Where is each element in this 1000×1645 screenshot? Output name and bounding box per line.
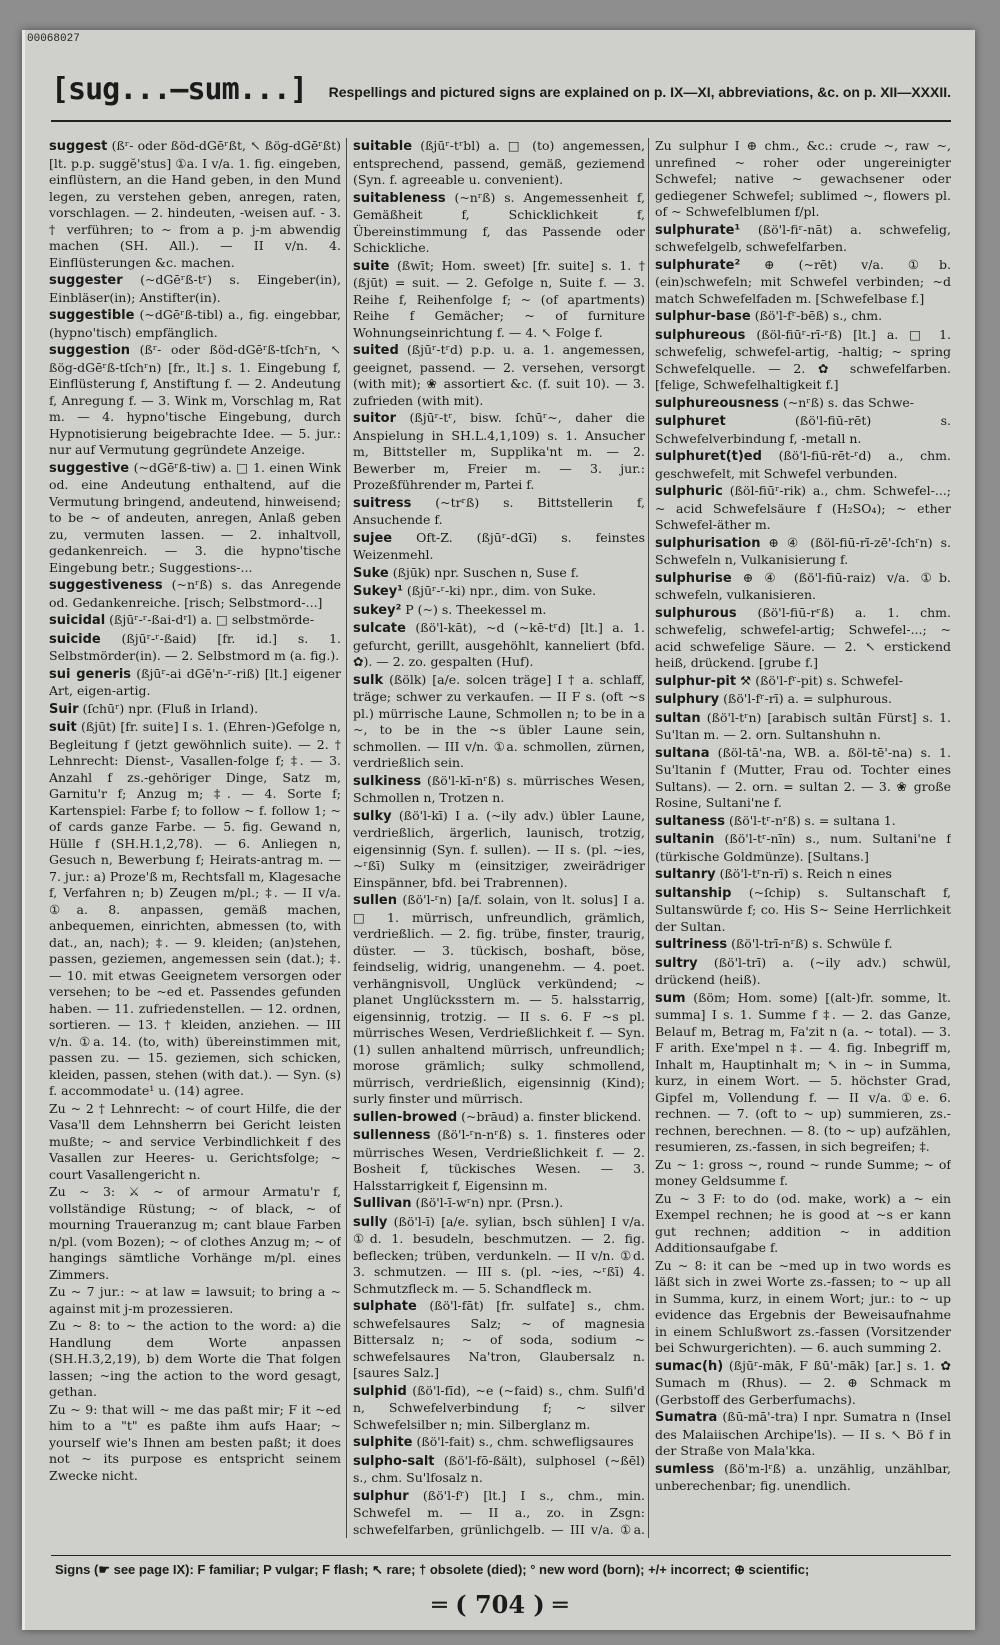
entry-text: (ßö'l-fō-ßält), sulphosel (~ßēl) s., chm. Su'lfosalz n. — [353, 1452, 645, 1485]
headword: sukey² — [353, 602, 402, 618]
dictionary-entry — [353, 565, 645, 583]
dictionary-entry — [353, 892, 645, 1108]
entry-text: (ßö'm-lʳß) a. unzählig, unzählbar, unberechenbar; fig. unendlich. — [655, 1460, 951, 1493]
entry-text: (~nʳß) s. das Anregende od. Gedankenreiche. [risch; Selbstmord-...] — [49, 577, 341, 610]
column-divider — [648, 138, 649, 1538]
entry-text: (ßöm; Hom. some) [(alt-)fr. somme, lt. summa] I s. 1. Summe f ‡. — 2. das Ganze, Belauf m, Betrag m, Fa'zit n (a. ~ total). — 3. F arith. Exe'mpel n ‡. — 4. fig. Inbegriff m, Inhalt m, Hauptinhalt m; ↖ in ~ in Summa, kurz, in einem Wort. — 5. höchster Grad, Gipfel m, Vollendung f. — II v/a. ①e. 6. rechnen. — 7. (oft to ~ up) summieren, zs.-rechnen, berechnen. — 8. (to ~ up) aufzählen, resumieren, zs.-fassen, in sich begreifen; ‡. — [655, 989, 951, 1154]
entry-text: (ßjūʳ-tʳbl) a. □ (to) angemessen, entsprechend, passend, gemäß, geziemend (Syn. f. agreeable u. convenient). — [353, 138, 645, 187]
headword: sultana — [655, 745, 710, 761]
entry-text: (ßjūʳ-tʳ, bisw. ſchūʳ~, daher die Anspielung in SH.L.4,1,109) s. 1. Ansucher m, Bittsteller m, Supplika'nt m. — 2. Bewerber m, Freier m. — 3. jur.: Prozeßführender m, Partei f. — [353, 410, 645, 492]
entry-text: (ßö'l-fait) s., chm. schwefligsaures — [416, 1434, 634, 1449]
entry-text: (ßö'l-trī-nʳß) s. Schwüle f. — [731, 936, 893, 951]
dictionary-entry — [353, 495, 645, 529]
dictionary-entry — [353, 190, 645, 257]
headword: sultaness — [655, 813, 725, 829]
entry-text: (ßjūʳ-māk, F ßū'-māk) [ar.] s. 1. ✿ Sumach m (Rhus). — 2. ⊕ Schmack m (Gerbstoff des Gerberfumachs). — [655, 1357, 951, 1407]
dictionary-entry — [353, 620, 645, 671]
entry-text: (ßö'l-kī-nʳß) s. mürrisches Wesen, Schmollen n, Trotzen n. — [353, 772, 645, 805]
entry-text: ⊕ ④ (ßöl-fiū-rī-zē'-ſchʳn) s. Schwefeln n, Vulkanisierung f. — [655, 534, 951, 567]
headword: suite — [353, 258, 390, 274]
dictionary-entry — [49, 666, 341, 700]
entry-text: Zu ~ 9: that will ~ me das paßt mir; F it ~ed him to a "t" es paßte ihm aufs Haar; ~ yourself wie's Ihnen am besten paßt; it does not ~ its purpose es entspricht seinem Zwecke nicht. — [49, 1401, 341, 1483]
entry-text: (ßö'l-ʳn-nʳß) s. 1. finsteres oder mürrisches Wesen, Verdrießlichkeit f. — 2. Bosheit f, tückisches Wesen. — 3. Halsstarrigkeit f, Eigensinn m. — [353, 1127, 645, 1193]
headword: sultanry — [655, 867, 716, 882]
dictionary-entry — [655, 866, 951, 884]
dictionary-entry — [655, 936, 951, 954]
dictionary-entry — [353, 1434, 645, 1452]
headword: sulphurate¹ — [655, 222, 741, 238]
sub-entry — [49, 1402, 341, 1485]
entry-text: (ßö'l-kī) I a. (~ily adv.) übler Laune, verdrießlich, ärgerlich, launisch, trotzig, eigensinnig (Syn. f. sullen). — II s. (pl. ~ies, ~ʳßī) Sulky m (einsitziger, zweirädriger Einspänner, bfd. bei Trabrennen). — [353, 807, 645, 890]
headword: sulphur-pit — [655, 673, 737, 689]
dictionary-entry — [655, 413, 951, 447]
dictionary-entry — [655, 955, 951, 989]
dictionary-entry — [353, 602, 645, 620]
headword: sultanin — [655, 832, 715, 847]
dictionary-entry — [353, 1383, 645, 1434]
entry-text: (ßö'l-tʳ-nīn) s., num. Sultani'ne f (türkische Goldmünze). [Sultans.] — [655, 831, 951, 864]
entry-text: ⚒ (ßö'l-fʳ-pit) s. Schwefel- — [740, 672, 904, 688]
headword: sulphureous — [655, 327, 746, 343]
dictionary-entry — [655, 990, 951, 1156]
entry-text: Zu ~ 8: it can be ~med up in two words es läßt sich in zwei Worte zs.-fassen; to ~ up all in Summa, kurz, in einem Wort; jur.: to ~ up evidence das Ergebnis der Beweisaufnahme in einem Schlußwort zs.-fassen (Vorsitzender bei Schwurgerichten). — 6. auch summing 2. — [655, 1257, 951, 1355]
headword: Sullivan — [353, 1196, 412, 1211]
dictionary-entry — [49, 307, 341, 341]
headword: suggestion — [49, 343, 131, 358]
dictionary-entry — [353, 1127, 645, 1194]
headword: sulpho-salt — [353, 1453, 435, 1469]
entry-range: [sug...—sum...] — [51, 72, 307, 107]
headword: sulphuret(t)ed — [655, 449, 762, 464]
headword: sulphate — [353, 1299, 417, 1314]
column-divider — [346, 138, 347, 1538]
headword: sulphite — [353, 1435, 413, 1450]
dictionary-entry — [655, 308, 951, 326]
entry-text: (ßö'l-trī) a. (~ily adv.) schwül, drückend (heiß). — [655, 954, 951, 987]
headword: sullenness — [353, 1128, 431, 1143]
dictionary-entry — [655, 395, 951, 413]
headword: Sukey¹ — [353, 584, 403, 599]
dictionary-entry — [655, 831, 951, 865]
entry-text: (~dGēʳß-tʳ) s. Eingeber(in), Einbläser(in); Anstifter(in). — [49, 272, 341, 305]
dictionary-entry — [49, 719, 341, 1100]
dictionary-entry — [353, 342, 645, 409]
entry-text: (~dGēʳß-tiw) a. □ 1. einen Wink od. eine Andeutung enthaltend, auf die Vermutung bringend, andeutend, hinweisend; to be ~ of andeuten, anregen, Anlaß geben zu, vermuten lassen. — 2. inhaltvoll, gedankenreich. — 3. die hypno'tische Eingebung betr.; Suggestions-... — [49, 459, 341, 575]
sub-entry — [655, 1191, 951, 1257]
entry-text: (ßjūʳ-ai dGē'n-ʳ-riß) [lt.] eigener Art, eigen-artig. — [49, 665, 341, 698]
entry-text: (ßö'l-fiʳ-nāt) a. schwefelig, schwefelgelb, schwefelfarben. — [655, 221, 951, 254]
entry-text: (~nʳß) s. Angemessenheit f, Gemäßheit f, Schicklichkeit f, Übereinstimmung f, das Passende oder Schickliche. — [353, 189, 645, 255]
headword: suggestiveness — [49, 578, 163, 593]
headword: sulphury — [655, 692, 720, 707]
dictionary-entry — [49, 342, 341, 459]
entry-text: (ßö'l-ī) [a/e. sylian, bsch sühlen] I v/a. ①d. 1. besudeln, beschmutzen. — 2. fig. beflecken; trüben, verdunkeln. — II v/n. ①d. 3. schmutzen. — III s. (pl. ~ies, ~ʳßī) 4. Schmutzfleck m. — 5. Schandfleck m. — [353, 1213, 645, 1296]
entry-text: (ßö'l-ʳn) [a/f. solain, von lt. solus] I a. □ 1. mürrisch, unfreundlich, grämlich, verdrießlich. — 2. fig. trübe, finster, traurig, düster. — 3. tückisch, boshaft, böse, feindselig, widrig, unangenehm. — 4. poet. verhängnisvoll, Unglück verkündend; ~ planet Unglücksstern m. — 5. halsstarrig, eigensinnig, trotzig. — II s. 6. F ~s pl. mürrisches Wesen, Verdrießlichkeit f. — Syn. (1) sullen anhaltend mürrisch, unfreundlich; morose grämlich; sulky schmollend, mürrisch, verdrießlich, eigensinnig (Kind); surly finster und mürrisch. — [353, 892, 645, 1106]
entry-text: (~brāud) a. finster blickend. — [461, 1108, 642, 1124]
dictionary-entry — [655, 673, 951, 691]
headword: sulphur-base — [655, 309, 751, 324]
headword: suggestive — [49, 460, 130, 476]
entry-text: (ßö'l-tʳn-rī) s. Reich n eines — [719, 866, 892, 881]
dictionary-entry — [655, 483, 951, 534]
headword: sullen-browed — [353, 1109, 458, 1125]
entry-text: (ßʳ- oder ßöd-dGēʳßt, ↖ ßög-dGēʳßt) [lt. p.p. suggĕ'stus] ①a. I v/a. 1. fig. eingeben, einflüstern, an die Hand geben, in den Mund legen, zu verstehen geben, anregen, raten, vorschlagen. — 2. hindeuten, -weisen auf. - 3. † verführen; to ~ from a p. j-m abwendig machen (SH. All.). — II v/n. 4. Einflüsterungen &c. machen. — [49, 138, 341, 270]
entry-text: (ßö'l-fiū-rēt) s. Schwefelverbindung f, -metall n. — [655, 413, 951, 446]
dictionary-entry — [353, 1195, 645, 1213]
entry-text: (ßölk) [a/e. solcen träge] I † a. schlaff, träge; schwer zu verkaufen. — II F s. (oft ~s pl.) mürrische Laune, Schmollen n; to be in a ~, to be in the ~s übler Laune sein, schmollen. — III v/n. ①a. schmollen, zürnen, verdrießlich sein. — [353, 671, 645, 770]
entry-text: (ßö'l-fāt) [fr. sulfate] s., chm. schwefelsaures Salz; ~ of magnesia Bittersalz n; ~ of soda, sodium ~ schwefelsaures Na'tron, Glaubersalz n. [saures Salz.] — [353, 1298, 645, 1380]
sub-entry — [49, 1318, 341, 1401]
headword: suicide — [49, 631, 101, 647]
dictionary-entry — [353, 1214, 645, 1298]
sub-entry — [655, 138, 951, 221]
entry-text: (~dGēʳß-tibl) a., fig. eingebbar, (hypno'tisch) empfänglich. — [49, 307, 341, 340]
headword: sulphurate² — [655, 257, 741, 273]
sub-entry — [655, 1157, 951, 1190]
headword: sulk — [353, 672, 384, 688]
header-note: Respellings and pictured signs are explained on p. IX—XI, abbreviations, &c. on p. XII—XXXII. — [328, 84, 951, 100]
entry-text: (~nʳß) s. das Schwe- — [782, 394, 915, 410]
entry-text: Zu ~ 1: gross ~, round ~ runde Summe; ~ of money Geldsumme f. — [655, 1156, 951, 1188]
dictionary-entry — [655, 745, 951, 812]
headword: suggestible — [49, 308, 135, 323]
entry-text: (ßö'l-fiū-rēt-ʳd) a., chm. geschwefelt, mit Schwefel verbunden. — [655, 448, 951, 481]
dictionary-entry — [353, 773, 645, 807]
headword: suitor — [353, 411, 397, 426]
headword: sulcate — [353, 621, 406, 636]
signs-legend: Signs (☛ see page IX): F familiar; P vulgar; F flash; ↖ rare; † obsolete (died); ° new word (born); +/+ incorrect; ⊕ scientific; — [55, 1562, 810, 1577]
headword: sulkiness — [353, 773, 422, 789]
dictionary-entry — [655, 570, 951, 604]
headword: sumac(h) — [655, 1358, 724, 1374]
entry-text: Zu sulphur I ⊕ chm., &c.: crude ~, raw ~, unrefined ~ roher oder ungereinigter Schwefel; native ~ gewachsener oder gediegener Schwefel; sublimed ~, flowers pl. of ~ Schwefelblumen f/pl. — [655, 138, 951, 219]
dictionary-entry — [49, 612, 341, 630]
entry-text: Oft-Z. (ßjūʳ-dGī) s. feinstes Weizenmehl. — [353, 529, 645, 562]
page-header — [51, 72, 951, 122]
entry-text: ⊕ ④ (ßö'l-fiū-raiz) v/a. ①b. schwefeln, vulkanisieren. — [655, 569, 951, 602]
dictionary-entry — [49, 701, 341, 719]
column-2 — [353, 138, 645, 1538]
entry-text: (ßöl-fiūʳ-rik) a., chm. Schwefel-...; ~ acid Schwefelsäure f (H₂SO₄); ~ ether Schwefel-äther m. — [655, 483, 951, 532]
entry-text: (ßjūt) [fr. suite] I s. 1. (Ehren-)Gefolge n, Begleitung f (jetzt gewöhnlich suite). — 2. † Lehnrecht: Dienst-, Vasallen-folge f; ‡. — 3. Anzahl f zs.-gehöriger Dinge, Satz m, Garnitu'r f; Anzug m; ‡. — 4. Sorte f; Kartenspiel: Farbe f; to follow ~ f. follow 1; ~ of cards ganze Farbe. — 5. fig. Gewand n, Hülle f (SH.H.1,2,78). — 6. Anliegen n, Gesuch n, Bewerbung f; Heirats-antrag m. — 7. jur.: a) Proze'ß m, Rechtsfall m, Klagesache f, Verfahren n; b) Zeugen m/pl.; ‡. — II v/a. ①a. 8. anpassen, gemäß machen, anbequemen, einrichten, abmessen (to, with dat., an, nach); ‡. — 9. kleiden; (an)stehen, passen, geziemen, angemessen sein (dat.); ‡. — 10. mit etwas Geeignetem versorgen oder versehen; to be ~ed et. Passendes gefunden haben. — 11. zufriedenstellen. — 12. ordnen, sortieren. — 13. † kleiden, anziehen. — III v/n. ①a. 14. (to, with) übereinstimmen mit, passen zu. — 15. geziemen, sich schicken, kleiden, passen, stehen (with dat.). — Syn. (s) f. accommodate¹ u. (14) agree. — [49, 719, 341, 1098]
entry-text: (ßö'l-fiū-rʳß) a. 1. chm. schwefelig, schwefel-artig; Schwefel-...; ~ acid schwefelige Säure. — 2. ↖ erstickend heiß, drückend. [grube f.] — [655, 604, 951, 670]
dictionary-entry — [49, 138, 341, 271]
headword: sulphurous — [655, 605, 737, 621]
page-number: ═ ( 704 ) ═ — [432, 1590, 568, 1619]
dictionary-entry — [353, 410, 645, 494]
sub-entry — [49, 1101, 341, 1184]
headword: suit — [49, 720, 77, 735]
headword: sullen — [353, 893, 397, 908]
dictionary-entry — [353, 1453, 645, 1487]
entry-text: (ßö'l-fʳ-bēß) s., chm. — [754, 308, 883, 323]
headword: sully — [353, 1214, 388, 1230]
entry-text: (ßjūk) npr. Suschen n, Suse f. — [392, 564, 579, 580]
dictionary-entry — [655, 885, 951, 936]
headword: sulphur — [353, 1488, 409, 1504]
dictionary-entry — [353, 672, 645, 772]
headword: sumless — [655, 1461, 715, 1477]
dictionary-entry — [655, 710, 951, 744]
entry-text: Zu ~ 2 † Lehnrecht: ~ of court Hilfe, die der Vasa'll dem Lehnsherrn bei Gericht leisten mußte; ~ and service Verbindlichkeit f des Vasallen zur Heeres- u. Gerichtsfolge; ~ court Vasallengericht n. — [49, 1100, 341, 1182]
headword: sulky — [353, 808, 392, 824]
dictionary-entry — [49, 460, 341, 577]
entry-text: Zu ~ 8: to ~ the action to the word: a) die Handlung dem Worte anpassen (SH.H.3,2,19), b) dem Worte die That folgen lassen; ~ing the action to the word gesagt, gethan. — [49, 1318, 341, 1399]
dictionary-entry — [353, 138, 645, 189]
headword: sulphurise — [655, 570, 732, 586]
scan-id: 00068027 — [27, 33, 80, 45]
headword: Suke — [353, 565, 389, 581]
entry-text: Zu ~ 7 jur.: ~ at law = lawsuit; to bring a ~ against mit j-m prozessieren. — [49, 1284, 341, 1316]
entry-text: (~trʳß) s. Bittstellerin f, Ansuchende f. — [353, 494, 645, 527]
dictionary-entry — [353, 258, 645, 342]
dictionary-entry — [655, 691, 951, 709]
headword: sui generis — [49, 666, 132, 682]
headword: sulphid — [353, 1383, 407, 1399]
headword: suited — [353, 343, 399, 358]
column-1 — [49, 138, 341, 1538]
entry-text: (ßö'l-ī-wʳn) npr. (Prsn.). — [415, 1195, 564, 1210]
entry-text: (~ſchip) s. Sultanschaft f, Sultanswürde f; co. His S~ Seine Herrlichkeit der Sultan. — [655, 884, 951, 934]
dictionary-entry — [655, 535, 951, 569]
entry-text: (ßö'l-kāt), ~d (~kē-tʳd) [lt.] a. 1. gefurcht, gerillt, ausgehöhlt, kanneliert (bfd. ✿). — 2. zo. gespalten (Huf). — [353, 620, 645, 669]
entry-text: (ßjūʳ-ʳ-ßaid) [fr. id.] s. 1. Selbstmörder(in). — 2. Selbstmord m (a. fig.). — [49, 630, 341, 663]
headword: Suir — [49, 701, 79, 717]
headword: sultry — [655, 955, 698, 971]
headword: suicidal — [49, 613, 106, 628]
entry-text: (ßwīt; Hom. sweet) [fr. suite] s. 1. † (ßjūt) = suit. — 2. Gefolge n, Suite f. — 3. Reihe f, Reihenfolge f; ~ (of apartments) Reihe f Gemächer; ~ of furniture Wohnungseinrichtung f. — 4. ↖ Folge f. — [353, 257, 645, 340]
entry-text: (ßöl-fiūʳ-rī-ʳß) [lt.] a. □ 1. schwefelig, schwefel-artig, -haltig; ~ spring Schwefelquelle. — 2. ✿ schwefelfarben. [felige, Schwefelhaltigkeit f.] — [655, 326, 951, 392]
dictionary-entry — [49, 272, 341, 306]
headword: suggester — [49, 273, 123, 288]
dictionary-entry — [655, 257, 951, 308]
dictionary-entry — [655, 1409, 951, 1460]
entry-text: (ßöl-tā'-na, WB. a. ßöl-tē'-na) s. 1. Su'ltanin f (Mutter, Frau od. Tochter eines Sultans). — 2. orn. = sultan 2. — 3. ❀ große Rosine, Sultani'ne f. — [655, 744, 951, 810]
column-3 — [655, 138, 951, 1538]
headword: Sumatra — [655, 1410, 718, 1425]
entry-text: (ßjūʳ-ʳ-ßai-dʳl) a. □ selbstmörde- — [109, 612, 315, 627]
dictionary-page — [22, 30, 975, 1630]
headword: sultan — [655, 710, 701, 726]
entry-text: (ßö'l-fʳ-rī) a. = sulphurous. — [723, 691, 892, 706]
entry-text: (ßö'l-tʳn) [arabisch sultān Fürst] s. 1. Su'ltan m. — 2. orn. Sultanshuhn n. — [655, 709, 951, 742]
headword: sulphurisation — [655, 535, 761, 551]
dictionary-entry — [353, 808, 645, 892]
entry-text: (ſchūʳ) npr. (Fluß in Irland). — [82, 700, 259, 716]
headword: suitableness — [353, 190, 446, 206]
dictionary-entry — [353, 1109, 645, 1127]
entry-text: (ßū-mā'-tra) I npr. Sumatra n (Insel des Malaiischen Archipe'ls). — II s. ↖ Bö f in der Straße von Mala'kka. — [655, 1409, 951, 1458]
sub-entry — [49, 1284, 341, 1317]
dictionary-entry — [353, 530, 645, 564]
entry-text: P (~) s. Theekessel m. — [405, 601, 547, 617]
entry-text: Zu ~ 3 F: to do (od. make, work) a ~ ein Exempel rechnen; he is good at ~s er kann gut rechnen; addition ~ in addition Additionsaufgabe f. — [655, 1190, 951, 1255]
headword: sulphureousness — [655, 395, 779, 411]
dictionary-entry — [655, 813, 951, 831]
dictionary-entry — [655, 1358, 951, 1409]
entry-text: (ßjūʳ-tʳd) p.p. u. a. 1. angemessen, geeignet, passend. — 2. versehen, versorgt (with mit); ❀ assortiert &c. (f. suit 10). — 3. zufrieden (with mit). — [353, 342, 645, 408]
dictionary-entry — [49, 631, 341, 665]
sub-entry — [655, 1258, 951, 1357]
headword: suitable — [353, 139, 413, 154]
dictionary-entry — [655, 327, 951, 394]
dictionary-entry — [353, 583, 645, 601]
dictionary-entry — [655, 1461, 951, 1495]
dictionary-entry — [655, 605, 951, 672]
entry-text: (ßʳ- oder ßöd-dGēʳß-tſchʳn, ↖ ßög-dGēʳß-tſchʳn) [fr., lt.] s. 1. Eingebung f, Einflüsterung f, Anstiftung f. — 2. Andeutung f, Anregung f. — 3. Wink m, Vorschlag m, Rat m. — 4. hypno'tische Eingebung, durch Hypnotisierung beigebrachte Idee. — 5. jur.: nur auf Vermutung gegründete Anzeige. — [49, 342, 341, 457]
dictionary-entry — [353, 1488, 645, 1539]
headword: suitress — [353, 495, 412, 511]
headword: sulphuric — [655, 484, 723, 499]
entry-text: (ßö'l-fīd), ~e (~faid) s., chm. Sulfi'd n, Schwefelverbindung f; ~ silver Schwefelsilber n; min. Silberglanz m. — [353, 1382, 645, 1432]
headword: sulphuret — [655, 414, 726, 429]
dictionary-entry — [655, 448, 951, 482]
sub-entry — [49, 1184, 341, 1283]
footer-divider — [51, 1555, 951, 1556]
entry-text: ⊕ (~rēt) v/a. ①b. (ein)schwefeln; mit Schwefel verbinden; ~d match Schwefelfaden m. [Schwefelbase f.] — [655, 256, 951, 306]
entry-text: (ßjūʳ-ʳ-ki) npr., dim. von Suke. — [406, 583, 597, 598]
dictionary-entry — [353, 1298, 645, 1382]
headword: suggest — [49, 139, 108, 154]
dictionary-entry — [655, 222, 951, 256]
headword: sultriness — [655, 937, 728, 952]
dictionary-entry — [49, 577, 341, 611]
entry-text: (ßö'l-fʳ) [lt.] I s., chm., min. Schwefel m. — II a., zo. in Zsgn: schwefelfarben, grünlichgelb. — III v/a. ①a. — [353, 1487, 645, 1537]
headword: sultanship — [655, 885, 732, 901]
headword: sujee — [353, 530, 393, 546]
entry-text: (ßö'l-tʳ-nʳß) s. = sultana 1. — [728, 812, 896, 828]
headword: sum — [655, 990, 686, 1006]
entry-text: Zu ~ 3: ⚔ ~ of armour Armatu'r f, vollständige Rüstung; ~ of black, ~ of mourning Traueranzug m; cant blaue Farben n/pl. (vom Bozen); ~ of clothes Anzug m; ~ of hangings sämtliche Vorhänge m/pl. eines Zimmers. — [49, 1184, 341, 1282]
